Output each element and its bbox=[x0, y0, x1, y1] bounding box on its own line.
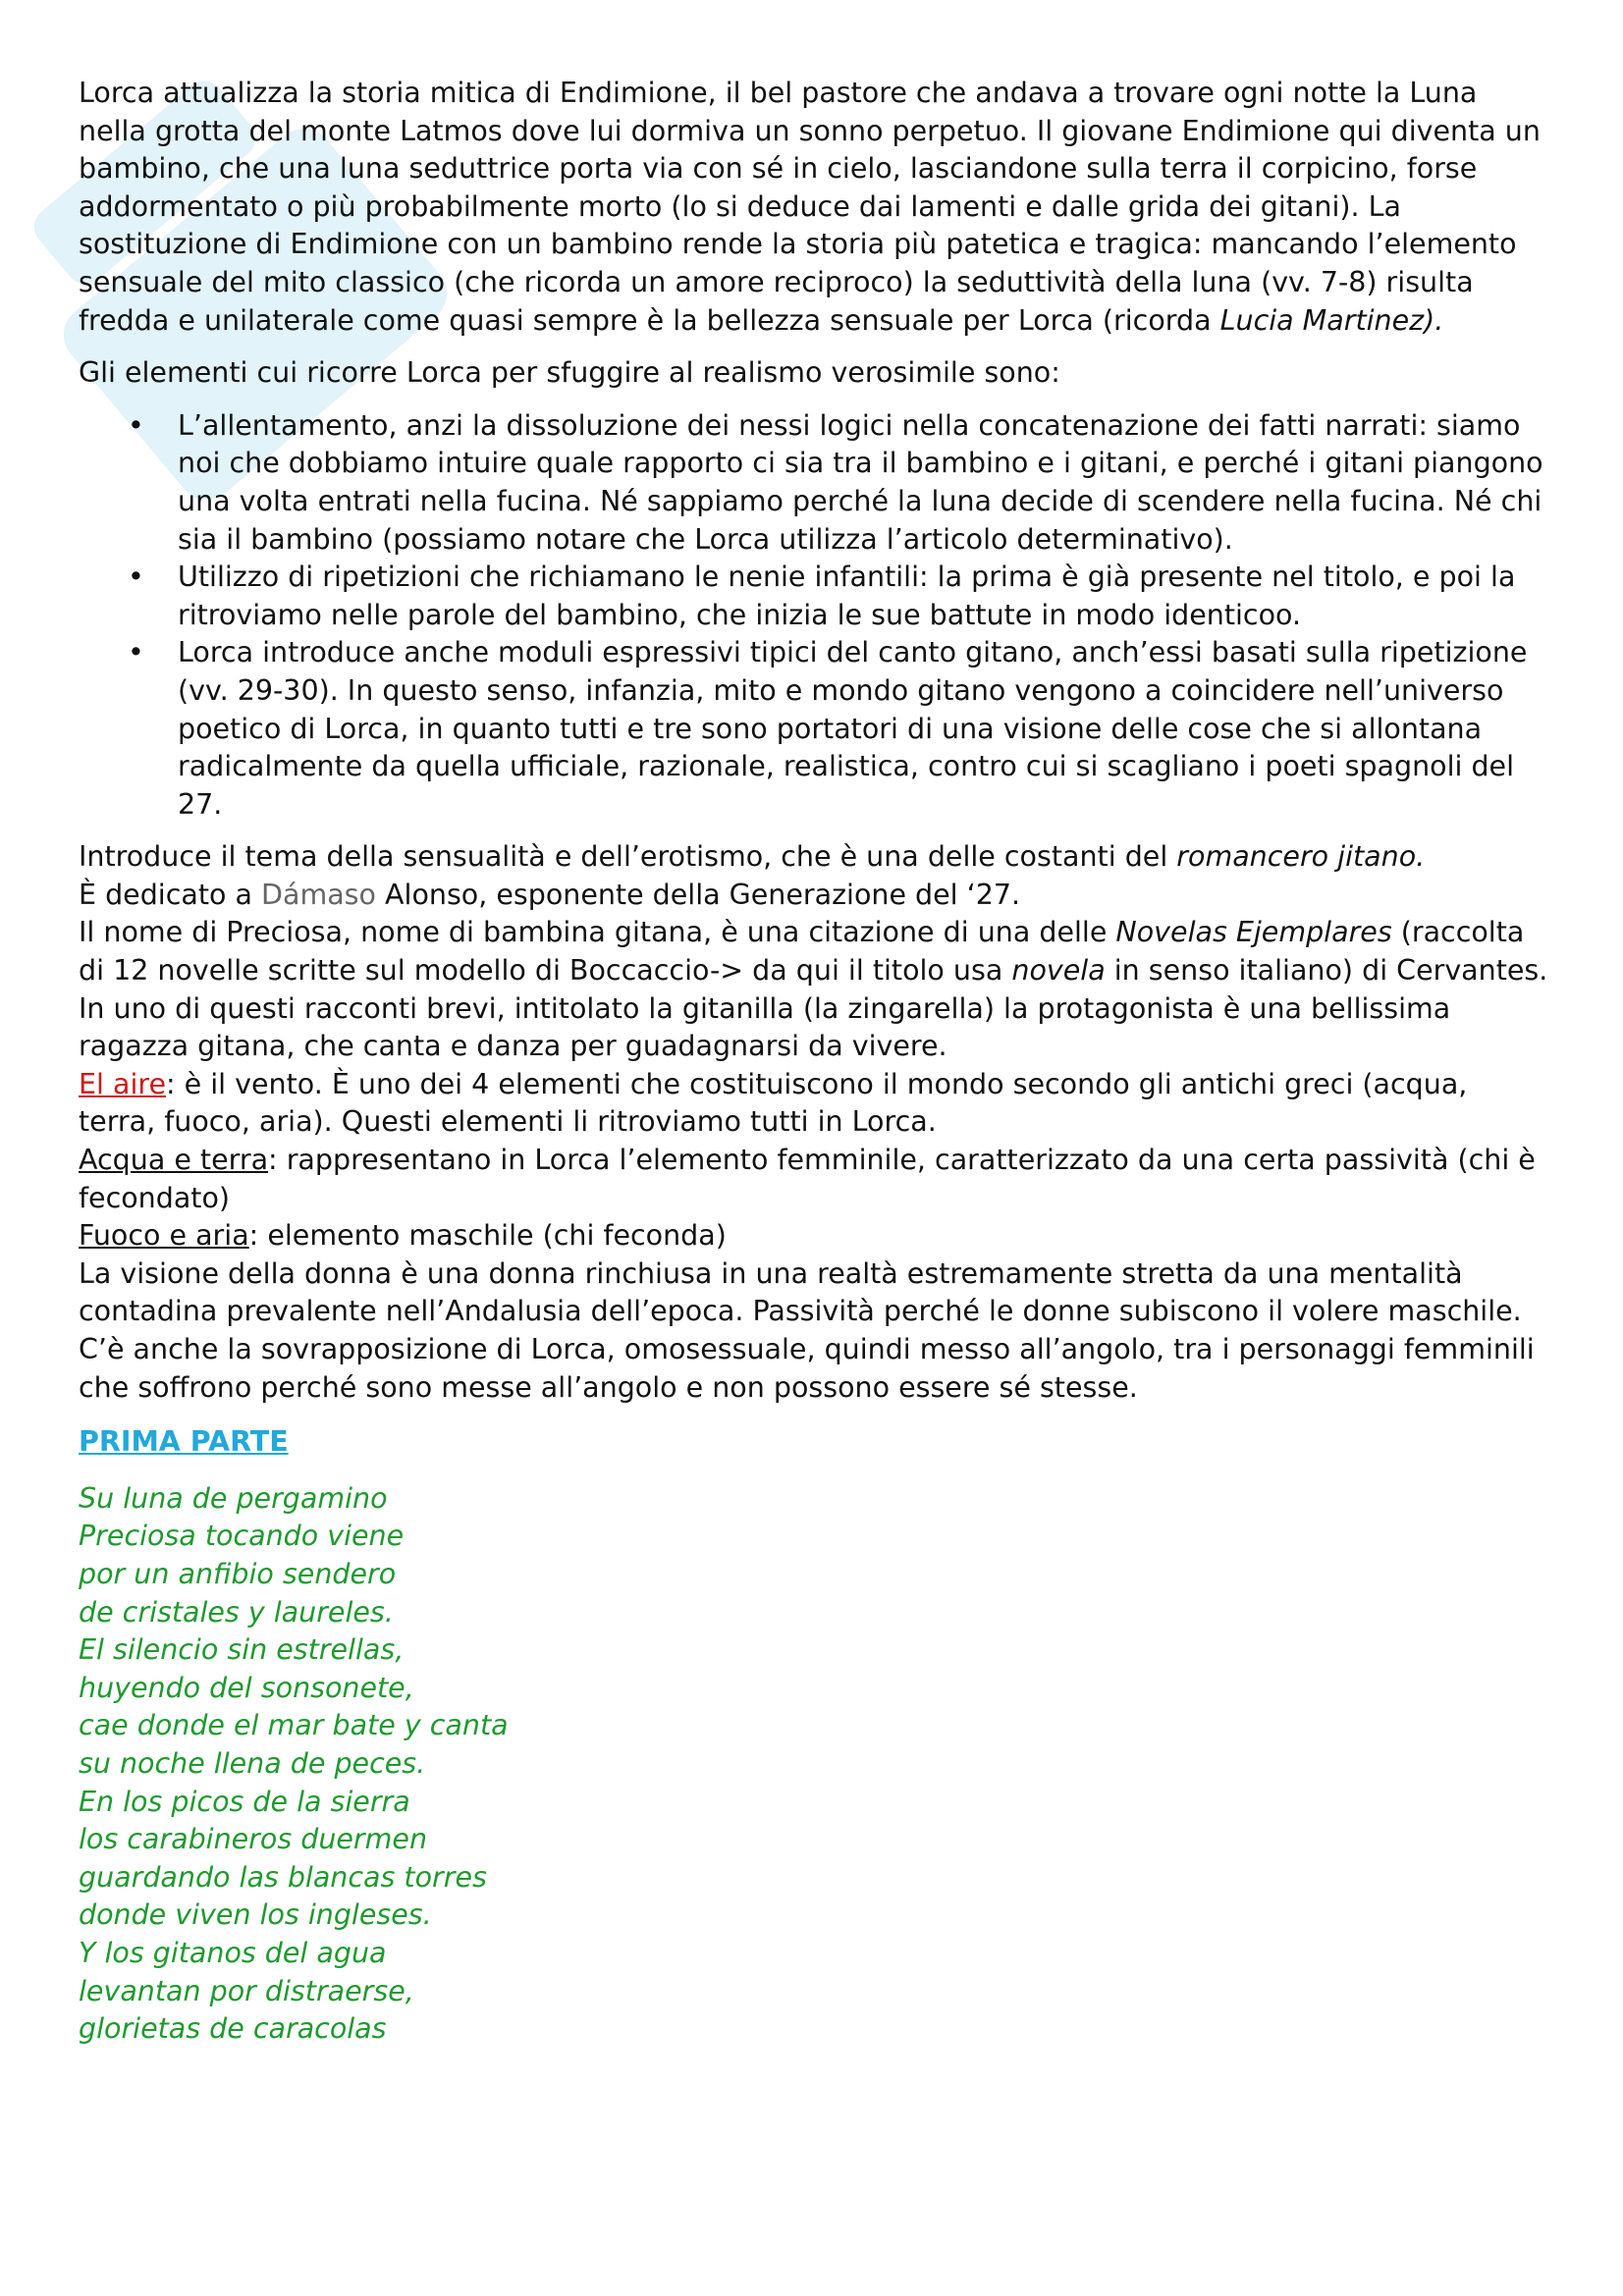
poem-line: de cristales y laureles. bbox=[79, 1595, 394, 1629]
document-page bbox=[79, 75, 1551, 2049]
el-aire-term: El aire bbox=[79, 1067, 166, 1100]
poem-line: Y los gitanos del agua bbox=[79, 1936, 387, 1969]
list-item: • Utilizzo di ripetizioni che richiamano le nenie infantili: la prima è già presente nel titolo, e poi la ritroviamo nelle parole del bambino, che inizia le sue battute in modo identicoo. bbox=[128, 561, 1516, 631]
damaso-name: Dámaso bbox=[261, 878, 376, 911]
poem-line: los carabineros duermen bbox=[79, 1823, 428, 1856]
acqua-terra-line: Acqua e terra: rappresentano in Lorca l’elemento femminile, caratterizzato da una certa passività (chi è fecondato) bbox=[79, 1144, 1536, 1214]
poem-line: levantan por distraerse, bbox=[79, 1974, 414, 2007]
poem-line: Su luna de pergamino bbox=[79, 1481, 388, 1515]
bullet-icon: • bbox=[128, 636, 144, 669]
poem-line: donde viven los ingleses. bbox=[79, 1898, 432, 1932]
elements-list bbox=[79, 407, 1551, 825]
poem-line: Preciosa tocando viene bbox=[79, 1520, 405, 1553]
overlap-line: C’è anche la sovrapposizione di Lorca, omosessuale, quindi messo all’angolo, tra i personaggi femminili che soffrono perché sono messe all’angolo e non possono essere sé stesse. bbox=[79, 1333, 1535, 1404]
dedication-line: È dedicato a Dámaso Alonso, esponente della Generazione del ‘27. bbox=[79, 878, 1021, 911]
poem-line: por un anfibio sendero bbox=[79, 1557, 397, 1590]
poem bbox=[79, 1480, 1551, 2049]
sensuality-line: Introduce il tema della sensualità e dell’erotismo, che è una delle costanti del romancero jitano. bbox=[79, 840, 1426, 874]
bullet-icon: • bbox=[128, 408, 144, 442]
gitanilla-line: In uno di questi racconti brevi, intitolato la gitanilla (la zingarella) la protagonista è una bellissima ragazza gitana, che canta e danza per guadagnarsi da vivere. bbox=[79, 991, 1451, 1063]
list-item: • Lorca introduce anche moduli espressivi tipici del canto gitano, anch’essi basati sulla ripetizione (vv. 29-30). In questo senso, infanzia, mito e mondo gitano vengono a coincidere nell’universo poetico di Lorca, in quanto tutti e tre sono portatori di una visione delle cose che si allontana radicalmente da quella ufficiale, razionale, realistica, contro cui si scagliano i poeti spagnoli del 27. bbox=[128, 636, 1528, 821]
poem-line: cae donde el mar bate y canta bbox=[79, 1709, 509, 1742]
body-text bbox=[79, 838, 1551, 1407]
intro-paragraph: Lorca attualizza la storia mitica di Endimione, il bel pastore che andava a trovare ogni notte la Luna nella grotta del monte Latmos dove lui dormiva un sonno perpetuo. Il giovane Endimione qui diventa un bambino, che una luna seduttrice porta via con sé in cielo, lasciandone sulla terra il corpicino, forse addormentato o più probabilmente morto (lo si deduce dai lamenti e dalle grida dei gitani). La sostituzione di Endimione con un bambino rende la storia più patetica e tragica: mancando l’elemento sensuale del mito classico (che ricorda un amore reciproco) la seduttività della luna (vv. 7-8) risulta fredda e unilaterale come quasi sempre è la bellezza sensuale per Lorca (ricorda Lucia Martinez). bbox=[79, 77, 1541, 337]
poem-line: En los picos de la sierra bbox=[79, 1785, 410, 1818]
fuoco-aria-line: Fuoco e aria: elemento maschile (chi feconda) bbox=[79, 1219, 727, 1253]
poem-line: huyendo del sonsonete, bbox=[79, 1671, 414, 1704]
woman-vision-line: La visione della donna è una donna rinchiusa in una realtà estremamente stretta da una mentalità contadina prevalente nell’Andalusia dell’epoca. Passività perché le donne subiscono il volere maschile. bbox=[79, 1256, 1522, 1328]
poem-line: su noche llena de peces. bbox=[79, 1746, 426, 1780]
el-aire-line: El aire: è il vento. È uno dei 4 elementi che costituiscono il mondo secondo gli antichi greci (acqua, terra, fuoco, aria). Questi elementi li ritroviamo tutti in Lorca. bbox=[79, 1067, 1468, 1139]
elements-intro-paragraph: Gli elementi cui ricorre Lorca per sfuggire al realismo verosimile sono: bbox=[79, 356, 1060, 390]
poem-line: El silencio sin estrellas, bbox=[79, 1633, 405, 1667]
acqua-terra-term: Acqua e terra bbox=[79, 1144, 269, 1177]
lucia-martinez-reference: Lucia Martinez). bbox=[1219, 303, 1444, 337]
section-title: PRIMA PARTE bbox=[79, 1425, 289, 1459]
bullet-icon: • bbox=[128, 561, 144, 594]
list-item: • L’allentamento, anzi la dissoluzione dei nessi logici nella concatenazione dei fatti narrati: siamo noi che dobbiamo intuire quale rapporto ci sia tra il bambino e i gitani, e perché i gitani piangono una volta entrati nella fucina. Né sappiamo perché la luna decide di scendere nella fucina. Né chi sia il bambino (possiamo notare che Lorca utilizza l’articolo determinativo). bbox=[128, 408, 1543, 556]
preciosa-name-line: Il nome di Preciosa, nome di bambina gitana, è una citazione di una delle Novelas Ejemplares (raccolta di 12 novelle scritte sul modello di Boccaccio-> da qui il titolo usa novela in senso italiano) di Cervantes. bbox=[79, 916, 1548, 988]
poem-line: glorietas de caracolas bbox=[79, 2012, 387, 2046]
fuoco-aria-term: Fuoco e aria bbox=[79, 1219, 249, 1253]
poem-line: guardando las blancas torres bbox=[79, 1860, 487, 1894]
